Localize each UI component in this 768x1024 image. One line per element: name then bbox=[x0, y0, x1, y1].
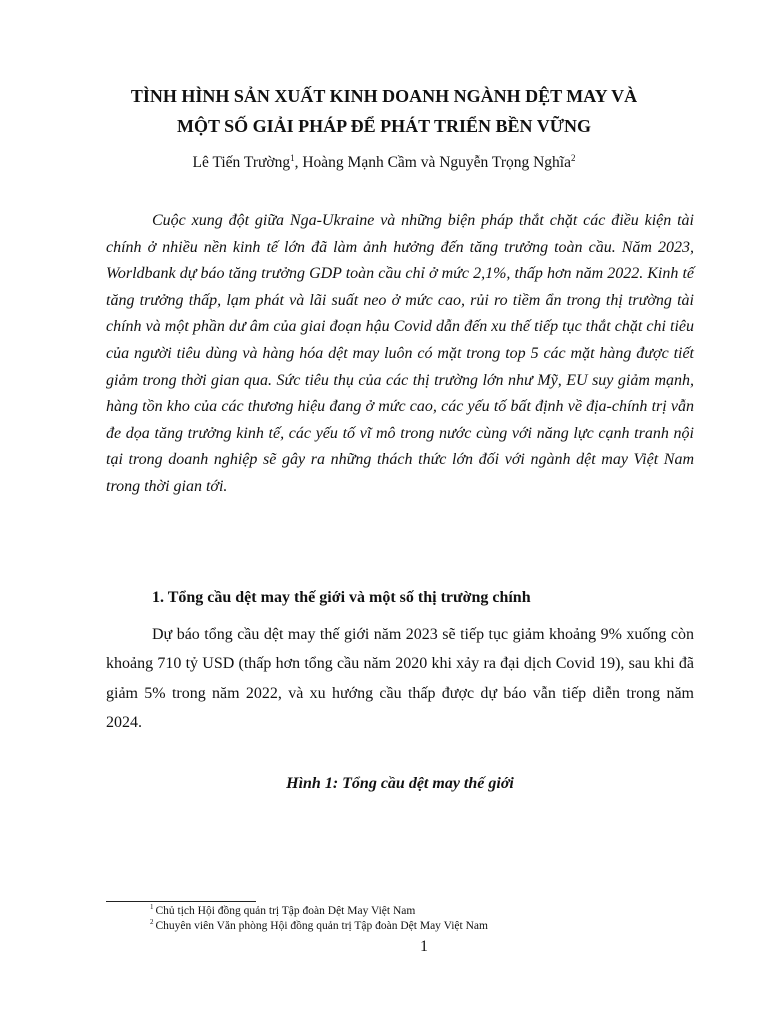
abstract-paragraph: Cuộc xung đột giữa Nga-Ukraine và những biện pháp thắt chặt các điều kiện tài chính ở nhiều nền kinh tế lớn đã làm ảnh hưởng đến tăng trưởng toàn cầu. Năm 2023, Worldbank dự báo tăng trưởng GDP toàn cầu chỉ ở mức 2,1%, thấp hơn năm 2022. Kinh tế tăng trưởng thấp, lạm phát và lãi suất neo ở mức cao, rủi ro tiềm ẩn trong thị trường tài chính và một phần dư âm của giai đoạn hậu Covid dẫn đến xu thế tiếp tục thắt chặt chi tiêu của người tiêu dùng và hàng hóa dệt may luôn có mặt trong top 5 các mặt hàng được tiết giảm trong thời gian qua. Sức tiêu thụ của các thị trường lớn như Mỹ, EU suy giảm mạnh, hàng tồn kho của các thương hiệu đang ở mức cao, các yếu tố bất định về địa-chính trị vẫn đe dọa tăng trưởng kinh tế, các yếu tố vĩ mô trong nước cùng với năng lực cạnh tranh nội tại trong doanh nghiệp sẽ gây ra những thách thức lớn đối với ngành dệt may Việt Nam trong thời gian tới. bbox=[106, 212, 694, 495]
author-names-2: , Hoàng Mạnh Cầm và Nguyễn Trọng Nghĩa bbox=[294, 154, 571, 171]
body-paragraph: Dự báo tổng cầu dệt may thế giới năm 2023 sẽ tiếp tục giảm khoảng 9% xuống còn khoảng 710 tỷ USD (thấp hơn tổng cầu năm 2020 khi xảy ra đại dịch Covid 19), sau khi đã giảm 5% trong năm 2022, và xu hướng cầu thấp được dự báo vẫn tiếp diễn trong năm 2024. bbox=[106, 626, 694, 732]
page-number: 1 bbox=[420, 938, 428, 955]
figure-caption: Hình 1: Tổng cầu dệt may thế giới bbox=[286, 775, 514, 792]
footnote-text: Chủ tịch Hội đồng quản trị Tập đoàn Dệt May Việt Nam bbox=[155, 905, 416, 917]
document-title-line2: MỘT SỐ GIẢI PHÁP ĐỂ PHÁT TRIỂN BỀN VỮNG bbox=[176, 116, 592, 136]
footnote-marker: 2 bbox=[150, 918, 154, 927]
section-heading: 1. Tổng cầu dệt may thế giới và một số thị trường chính bbox=[152, 589, 531, 606]
document-title-line1: TÌNH HÌNH SẢN XUẤT KINH DOANH NGÀNH DỆT MAY VÀ bbox=[130, 86, 638, 106]
footnote-1 bbox=[150, 904, 415, 919]
author-footnote-marker-1: 1 bbox=[290, 152, 295, 163]
author-name-1: Lê Tiến Trường bbox=[192, 154, 291, 171]
footnote-marker: 1 bbox=[150, 903, 154, 912]
footnote-2 bbox=[150, 919, 488, 934]
author-line bbox=[60, 152, 708, 174]
footnote-text: Chuyên viên Văn phòng Hội đồng quản trị Tập đoàn Dệt May Việt Nam bbox=[155, 920, 488, 932]
author-footnote-marker-2: 2 bbox=[571, 152, 576, 163]
footnote-divider bbox=[106, 901, 256, 902]
